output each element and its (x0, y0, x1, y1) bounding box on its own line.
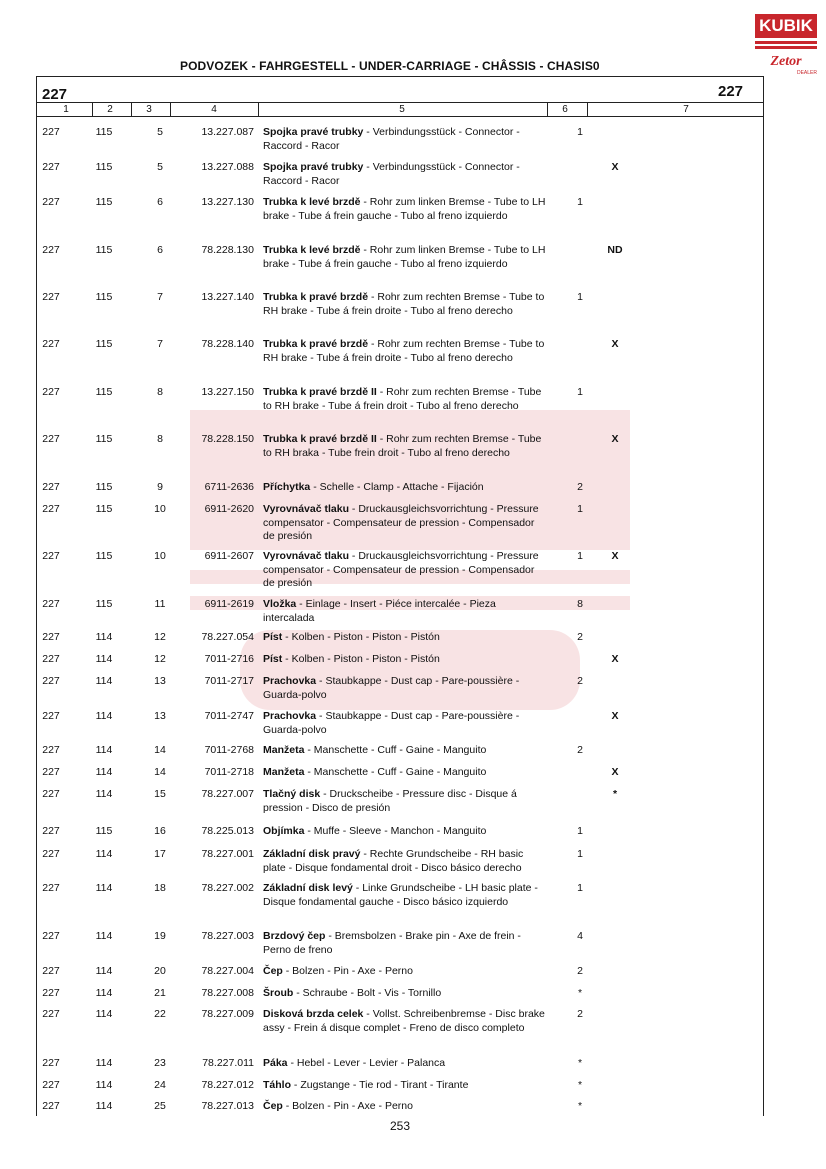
group-cell: 227 (42, 675, 60, 687)
column-divider (587, 103, 588, 117)
part-number-cell: 6911-2607 (204, 550, 254, 562)
description-czech-name: Disková brzda celek (263, 1008, 364, 1020)
note-cell: X (611, 710, 619, 722)
description-translations: - Schraube - Bolt - Vis - Tornillo (293, 987, 442, 999)
description-translations: - Staubkappe - Dust cap - Pare-poussière - Guarda-polvo (263, 710, 520, 736)
group-cell: 227 (42, 433, 60, 445)
logo-brand: Zetor (770, 54, 802, 69)
description-translations: - Rohr zum rechten Bremse - Tube to RH brake - Tube á frein droite - Tubo al freno derecho (263, 338, 545, 364)
description-translations: - Linke Grundscheibe - LH basic plate - Disque fondamental gauche - Disco básico izquierdo (263, 882, 538, 908)
figure-cell: 114 (95, 1008, 113, 1020)
description-cell (263, 291, 546, 318)
part-number-cell: 13.227.140 (201, 291, 254, 303)
quantity-cell: 2 (577, 675, 583, 687)
description-czech-name: Základní disk levý (263, 882, 353, 894)
column-header: 3 (146, 104, 152, 115)
quantity-cell: 2 (577, 744, 583, 756)
part-number-cell: 78.228.150 (201, 433, 254, 445)
figure-cell: 114 (95, 882, 113, 894)
figure-cell: 114 (95, 1079, 113, 1091)
column-header: 4 (211, 104, 217, 115)
quantity-cell: 1 (577, 126, 583, 138)
position-cell: 23 (154, 1057, 166, 1069)
position-cell: 10 (154, 503, 166, 515)
group-cell: 227 (42, 930, 60, 942)
column-header: 2 (107, 104, 113, 115)
description-czech-name: Příchytka (263, 481, 311, 493)
description-cell (263, 550, 546, 591)
logo-stripe (755, 46, 817, 49)
note-cell: X (611, 161, 619, 173)
figure-cell: 115 (95, 433, 113, 445)
position-cell: 16 (154, 825, 166, 837)
position-cell: 14 (154, 766, 166, 778)
document-title: PODVOZEK - FAHRGESTELL - UNDER-CARRIAGE - CHÂSSIS - CHASIS0 (180, 59, 600, 73)
figure-cell: 114 (95, 766, 113, 778)
quantity-cell: 1 (577, 550, 583, 562)
kubik-zetor-logo (755, 14, 817, 76)
description-cell (263, 503, 546, 544)
group-cell: 227 (42, 788, 60, 800)
part-number-cell: 78.227.054 (201, 631, 254, 643)
description-translations: - Bolzen - Pin - Axe - Perno (282, 1100, 413, 1112)
description-czech-name: Trubka k pravé brzdě (263, 338, 369, 350)
quantity-cell: 4 (577, 930, 583, 942)
position-cell: 8 (157, 433, 163, 445)
description-translations: - Vollst. Schreibenbremse - Disc brake assy - Frein á disque complet - Freno de disco completo (263, 1008, 545, 1034)
description-czech-name: Spojka pravé trubky (263, 161, 364, 173)
description-translations: - Rechte Grundscheibe - RH basic plate - Disque fondamental droit - Disco básico derecho (263, 848, 524, 874)
figure-cell: 114 (95, 930, 113, 942)
description-cell (263, 598, 546, 625)
description-translations: - Hebel - Lever - Levier - Palanca (287, 1057, 446, 1069)
description-czech-name: Prachovka (263, 710, 317, 722)
description-czech-name: Páka (263, 1057, 288, 1069)
group-cell: 227 (42, 1100, 60, 1112)
part-number-cell: 7011-2718 (204, 766, 254, 778)
group-number-right: 227 (718, 83, 744, 100)
description-cell (263, 788, 546, 815)
group-cell: 227 (42, 481, 60, 493)
figure-cell: 115 (95, 196, 113, 208)
quantity-cell: 1 (577, 848, 583, 860)
part-number-cell: 13.227.088 (201, 161, 254, 173)
figure-cell: 115 (95, 126, 113, 138)
position-cell: 7 (157, 291, 163, 303)
description-cell (263, 1100, 546, 1114)
figure-cell: 114 (95, 631, 113, 643)
figure-cell: 114 (95, 965, 113, 977)
description-translations: - Druckscheibe - Pressure disc - Disque á pression - Disco de presión (263, 788, 517, 814)
description-cell (263, 161, 546, 188)
description-czech-name: Táhlo (263, 1079, 291, 1091)
part-number-cell: 7011-2716 (204, 653, 254, 665)
description-cell (263, 196, 546, 223)
quantity-cell: 8 (577, 598, 583, 610)
description-cell (263, 433, 546, 460)
part-number-cell: 78.227.002 (201, 882, 254, 894)
group-cell: 227 (42, 598, 60, 610)
description-czech-name: Šroub (263, 987, 294, 999)
figure-cell: 115 (95, 386, 113, 398)
group-cell: 227 (42, 1057, 60, 1069)
quantity-cell: 1 (577, 825, 583, 837)
description-czech-name: Trubka k pravé brzdě II (263, 433, 377, 445)
figure-cell: 114 (95, 744, 113, 756)
group-cell: 227 (42, 710, 60, 722)
description-cell (263, 710, 546, 737)
part-number-cell: 78.227.012 (201, 1079, 254, 1091)
group-cell: 227 (42, 1008, 60, 1020)
position-cell: 14 (154, 744, 166, 756)
position-cell: 20 (154, 965, 166, 977)
description-translations: - Staubkappe - Dust cap - Pare-poussière - Guarda-polvo (263, 675, 520, 701)
group-cell: 227 (42, 882, 60, 894)
group-cell: 227 (42, 550, 60, 562)
description-czech-name: Píst (263, 631, 283, 643)
description-cell (263, 825, 546, 839)
column-divider (170, 103, 171, 117)
group-cell: 227 (42, 766, 60, 778)
description-cell (263, 766, 546, 780)
part-number-cell: 13.227.087 (201, 126, 254, 138)
column-header-row (36, 103, 764, 117)
figure-cell: 114 (95, 675, 113, 687)
figure-cell: 114 (95, 848, 113, 860)
description-cell (263, 848, 546, 875)
quantity-cell: 2 (577, 631, 583, 643)
position-cell: 6 (157, 196, 163, 208)
column-header: 1 (63, 104, 69, 115)
part-number-cell: 78.227.011 (202, 1057, 254, 1069)
group-cell: 227 (42, 291, 60, 303)
logo-stripe (755, 41, 817, 44)
description-cell (263, 882, 546, 909)
description-cell (263, 481, 546, 495)
group-cell: 227 (42, 1079, 60, 1091)
description-czech-name: Spojka pravé trubky (263, 126, 364, 138)
position-cell: 21 (154, 987, 166, 999)
position-cell: 13 (154, 710, 166, 722)
description-translations: - Rohr zum rechten Bremse - Tube to RH brake - Tube á frein droit - Tubo al freno derecho (263, 386, 542, 412)
description-czech-name: Čep (263, 965, 283, 977)
description-czech-name: Prachovka (263, 675, 317, 687)
description-translations: - Muffe - Sleeve - Manchon - Manguito (304, 825, 487, 837)
note-cell: X (611, 653, 619, 665)
description-czech-name: Trubka k pravé brzdě (263, 291, 369, 303)
position-cell: 19 (154, 930, 166, 942)
figure-cell: 114 (95, 1100, 113, 1112)
position-cell: 9 (157, 481, 163, 493)
description-czech-name: Trubka k pravé brzdě II (263, 386, 377, 398)
group-cell: 227 (42, 244, 60, 256)
description-cell (263, 1057, 546, 1071)
position-cell: 6 (157, 244, 163, 256)
description-cell (263, 386, 546, 413)
part-number-cell: 78.225.013 (201, 825, 254, 837)
figure-cell: 115 (95, 503, 113, 515)
part-number-cell: 13.227.150 (201, 386, 254, 398)
position-cell: 7 (157, 338, 163, 350)
description-czech-name: Vyrovnávač tlaku (263, 550, 349, 562)
description-translations: - Zugstange - Tie rod - Tirant - Tirante (291, 1079, 469, 1091)
description-cell (263, 631, 546, 645)
group-cell: 227 (42, 744, 60, 756)
description-translations: - Rohr zum linken Bremse - Tube to LH brake - Tube á frein gauche - Tubo al freno izquierdo (263, 244, 546, 270)
group-cell: 227 (42, 653, 60, 665)
description-cell (263, 930, 546, 957)
quantity-cell: 2 (577, 1008, 583, 1020)
group-cell: 227 (42, 161, 60, 173)
position-cell: 13 (154, 675, 166, 687)
column-divider (92, 103, 93, 117)
description-czech-name: Brzdový čep (263, 930, 326, 942)
description-cell (263, 653, 546, 667)
figure-cell: 115 (95, 338, 113, 350)
figure-cell: 115 (95, 825, 113, 837)
quantity-cell: 1 (577, 503, 583, 515)
description-czech-name: Trubka k levé brzdě (263, 244, 361, 256)
quantity-cell: 1 (577, 196, 583, 208)
description-czech-name: Tlačný disk (263, 788, 321, 800)
group-cell: 227 (42, 987, 60, 999)
description-czech-name: Vyrovnávač tlaku (263, 503, 349, 515)
position-cell: 8 (157, 386, 163, 398)
description-translations: - Rohr zum rechten Bremse - Tube to RH braka - Tube frein droit - Tubo al freno derecho (263, 433, 542, 459)
column-header: 7 (683, 104, 689, 115)
quantity-cell: 2 (577, 481, 583, 493)
description-translations: - Manschette - Cuff - Gaine - Manguito (304, 744, 487, 756)
note-cell: X (611, 433, 619, 445)
figure-cell: 114 (95, 710, 113, 722)
description-czech-name: Píst (263, 653, 283, 665)
figure-cell: 115 (95, 481, 113, 493)
part-number-cell: 6711-2636 (204, 481, 254, 493)
position-cell: 12 (154, 631, 166, 643)
position-cell: 25 (154, 1100, 166, 1112)
figure-cell: 114 (95, 653, 113, 665)
position-cell: 11 (154, 598, 166, 610)
quantity-cell: * (577, 1079, 583, 1091)
description-cell (263, 1008, 546, 1035)
group-header (36, 76, 764, 103)
group-cell: 227 (42, 503, 60, 515)
note-cell: X (611, 338, 619, 350)
column-divider (258, 103, 259, 117)
part-number-cell: 6911-2620 (204, 503, 254, 515)
part-number-cell: 78.227.001 (201, 848, 254, 860)
description-translations: - Druckausgleichsvorrichtung - Pressure compensator - Compensateur de pression - Compensador de presión (263, 550, 539, 589)
logo-word: KUBIK (759, 16, 813, 35)
description-cell (263, 987, 546, 1001)
position-cell: 18 (154, 882, 166, 894)
description-czech-name: Trubka k levé brzdě (263, 196, 361, 208)
quantity-cell: 1 (577, 386, 583, 398)
description-cell (263, 126, 546, 153)
description-czech-name: Manžeta (263, 766, 305, 778)
part-number-cell: 78.227.008 (201, 987, 254, 999)
note-cell: X (611, 550, 619, 562)
description-cell (263, 1079, 546, 1093)
group-cell: 227 (42, 848, 60, 860)
description-translations: - Kolben - Piston - Piston - Pistón (282, 631, 440, 643)
figure-cell: 114 (95, 788, 113, 800)
column-header: 5 (399, 104, 405, 115)
quantity-cell: * (577, 1057, 583, 1069)
part-number-cell: 13.227.130 (201, 196, 254, 208)
group-cell: 227 (42, 631, 60, 643)
group-cell: 227 (42, 965, 60, 977)
description-czech-name: Čep (263, 1100, 283, 1112)
position-cell: 17 (154, 848, 166, 860)
group-cell: 227 (42, 338, 60, 350)
part-number-cell: 7011-2768 (204, 744, 254, 756)
group-cell: 227 (42, 386, 60, 398)
figure-cell: 115 (95, 291, 113, 303)
column-divider (547, 103, 548, 117)
part-number-cell: 78.227.007 (201, 788, 254, 800)
description-cell (263, 965, 546, 979)
description-translations: - Einlage - Insert - Piéce intercalée - Pieza intercalada (263, 598, 496, 624)
quantity-cell: 2 (577, 965, 583, 977)
description-czech-name: Manžeta (263, 744, 305, 756)
part-number-cell: 78.227.009 (201, 1008, 254, 1020)
note-cell: X (611, 766, 619, 778)
part-number-cell: 78.227.013 (201, 1100, 254, 1112)
description-cell (263, 244, 546, 271)
group-cell: 227 (42, 825, 60, 837)
logo-sub: DEALER (796, 70, 817, 76)
part-number-cell: 7011-2747 (204, 710, 254, 722)
group-number-left: 227 (42, 86, 68, 103)
description-czech-name: Základní disk pravý (263, 848, 361, 860)
position-cell: 5 (157, 161, 163, 173)
part-number-cell: 7011-2717 (204, 675, 254, 687)
group-cell: 227 (42, 196, 60, 208)
note-cell: ND (607, 244, 623, 256)
description-czech-name: Objímka (263, 825, 305, 837)
position-cell: 22 (154, 1008, 166, 1020)
note-cell: * (612, 788, 618, 800)
description-czech-name: Vložka (263, 598, 297, 610)
page-number: 253 (389, 1119, 411, 1133)
column-header: 6 (562, 104, 568, 115)
part-number-cell: 78.228.140 (201, 338, 254, 350)
position-cell: 12 (154, 653, 166, 665)
part-number-cell: 78.227.004 (201, 965, 254, 977)
figure-cell: 115 (95, 161, 113, 173)
position-cell: 15 (154, 788, 166, 800)
figure-cell: 114 (95, 1057, 113, 1069)
description-translations: - Verbindungsstück - Connector - Raccord - Racor (263, 161, 520, 187)
position-cell: 24 (154, 1079, 166, 1091)
position-cell: 10 (154, 550, 166, 562)
figure-cell: 115 (95, 244, 113, 256)
description-translations: - Manschette - Cuff - Gaine - Manguito (304, 766, 487, 778)
description-cell (263, 675, 546, 702)
table-frame (36, 76, 764, 1116)
quantity-cell: 1 (577, 882, 583, 894)
column-divider (131, 103, 132, 117)
description-cell (263, 744, 546, 758)
part-number-cell: 78.228.130 (201, 244, 254, 256)
description-translations: - Rohr zum linken Bremse - Tube to LH brake - Tube á frein gauche - Tubo al freno izquierdo (263, 196, 546, 222)
quantity-cell: 1 (577, 291, 583, 303)
figure-cell: 115 (95, 598, 113, 610)
description-cell (263, 338, 546, 365)
quantity-cell: * (577, 987, 583, 999)
figure-cell: 114 (95, 987, 113, 999)
description-translations: - Kolben - Piston - Piston - Pistón (282, 653, 440, 665)
position-cell: 5 (157, 126, 163, 138)
group-cell: 227 (42, 126, 60, 138)
description-translations: - Rohr zum rechten Bremse - Tube to RH brake - Tube á frein droite - Tubo al freno derecho (263, 291, 545, 317)
part-number-cell: 6911-2619 (204, 598, 254, 610)
description-translations: - Verbindungsstück - Connector - Raccord - Racor (263, 126, 520, 152)
description-translations: - Schelle - Clamp - Attache - Fijación (310, 481, 484, 493)
figure-cell: 115 (95, 550, 113, 562)
description-translations: - Druckausgleichsvorrichtung - Pressure compensator - Compensateur de pression - Compensador de presión (263, 503, 539, 542)
description-translations: - Bolzen - Pin - Axe - Perno (282, 965, 413, 977)
part-number-cell: 78.227.003 (201, 930, 254, 942)
quantity-cell: * (577, 1100, 583, 1112)
description-translations: - Bremsbolzen - Brake pin - Axe de frein - Perno de freno (263, 930, 521, 956)
